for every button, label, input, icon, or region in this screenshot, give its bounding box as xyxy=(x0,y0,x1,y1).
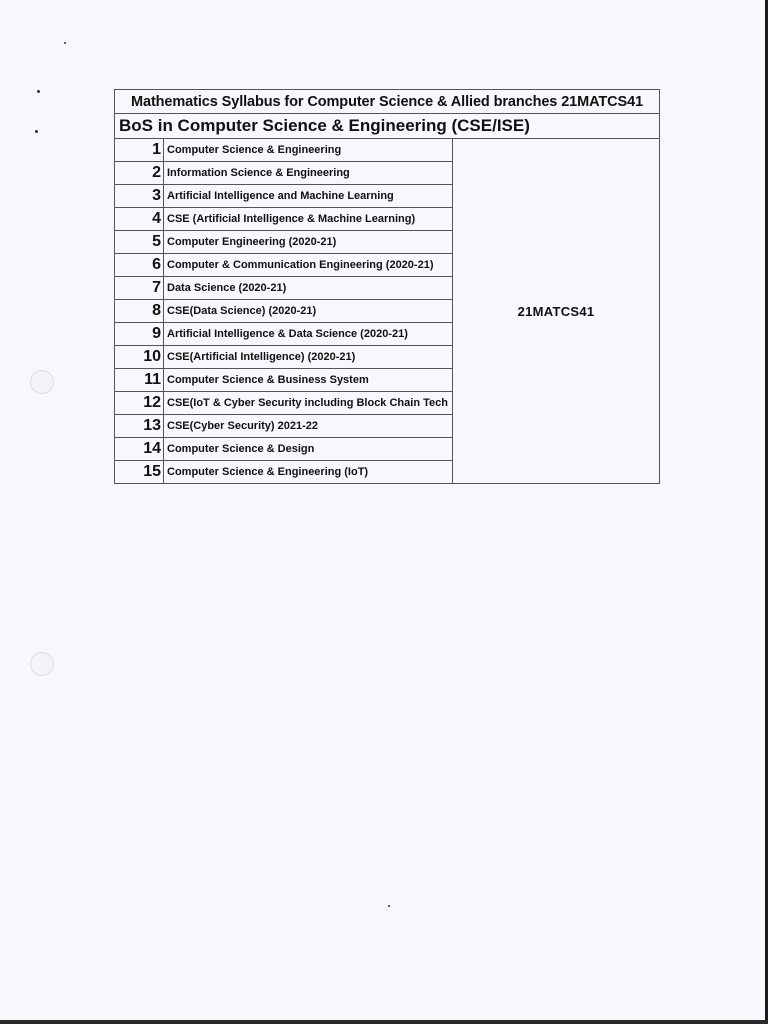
branch-name: Computer Science & Engineering xyxy=(164,139,453,162)
row-number: 1 xyxy=(115,139,164,162)
course-code: 21MATCS41 xyxy=(453,139,660,484)
row-number: 14 xyxy=(115,438,164,461)
branch-name: Computer & Communication Engineering (2020-21) xyxy=(164,254,453,277)
scan-speck xyxy=(64,42,66,44)
row-number: 13 xyxy=(115,415,164,438)
branch-name: Data Science (2020-21) xyxy=(164,277,453,300)
row-number: 8 xyxy=(115,300,164,323)
branch-name: Artificial Intelligence & Data Science (2020-21) xyxy=(164,323,453,346)
syllabus-title: Mathematics Syllabus for Computer Science & Allied branches 21MATCS41 xyxy=(115,90,660,114)
row-number: 2 xyxy=(115,162,164,185)
branch-name: CSE (Artificial Intelligence & Machine Learning) xyxy=(164,208,453,231)
row-number: 15 xyxy=(115,461,164,484)
bos-heading: BoS in Computer Science & Engineering (CSE/ISE) xyxy=(115,114,660,139)
row-number: 4 xyxy=(115,208,164,231)
branch-name: CSE(Cyber Security) 2021-22 xyxy=(164,415,453,438)
page-edge xyxy=(0,1020,768,1024)
row-number: 6 xyxy=(115,254,164,277)
row-number: 5 xyxy=(115,231,164,254)
branch-name: Computer Science & Engineering (IoT) xyxy=(164,461,453,484)
table-row xyxy=(115,139,660,162)
branch-name: Artificial Intelligence and Machine Learning xyxy=(164,185,453,208)
title-row xyxy=(115,90,660,114)
branch-name: Computer Engineering (2020-21) xyxy=(164,231,453,254)
syllabus-table xyxy=(114,89,660,484)
punch-hole xyxy=(30,652,54,676)
branch-name: CSE(Data Science) (2020-21) xyxy=(164,300,453,323)
punch-hole xyxy=(30,370,54,394)
branch-name: CSE(Artificial Intelligence) (2020-21) xyxy=(164,346,453,369)
branch-name: CSE(IoT & Cyber Security including Block Chain Tech xyxy=(164,392,453,415)
row-number: 7 xyxy=(115,277,164,300)
scan-speck xyxy=(388,905,390,907)
bos-row xyxy=(115,114,660,139)
branch-name: Computer Science & Design xyxy=(164,438,453,461)
branch-name: Information Science & Engineering xyxy=(164,162,453,185)
row-number: 11 xyxy=(115,369,164,392)
scan-speck xyxy=(37,90,40,93)
branch-name: Computer Science & Business System xyxy=(164,369,453,392)
row-number: 3 xyxy=(115,185,164,208)
row-number: 9 xyxy=(115,323,164,346)
scan-speck xyxy=(35,130,38,133)
row-number: 10 xyxy=(115,346,164,369)
row-number: 12 xyxy=(115,392,164,415)
